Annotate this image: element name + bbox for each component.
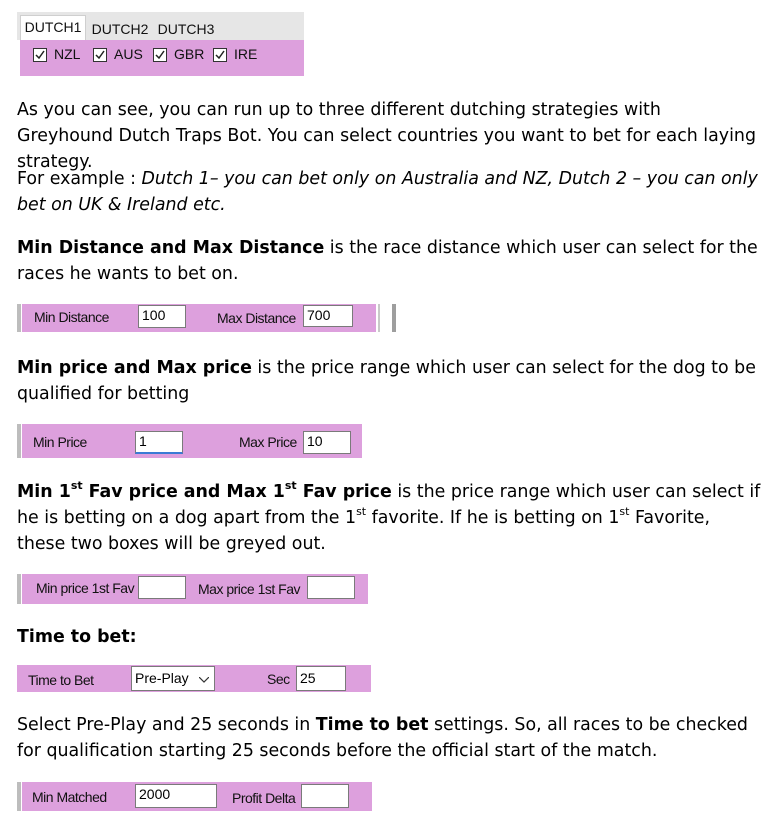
max-price-input[interactable]: 10 <box>303 431 351 454</box>
strategy-tabs <box>17 12 304 40</box>
tab-dutch2[interactable]: DUTCH2 <box>91 21 149 37</box>
checkbox-aus[interactable] <box>93 48 107 62</box>
example-prefix: For example : <box>17 169 142 189</box>
min-price-input[interactable]: 1 <box>135 431 183 454</box>
min-price-label: Min Price <box>33 434 87 450</box>
sec-label: Sec <box>267 671 290 687</box>
example-paragraph <box>17 166 762 218</box>
check-icon <box>95 50 105 60</box>
price-panel <box>22 424 362 458</box>
min-fav-price-input[interactable] <box>138 576 186 599</box>
min-matched-label: Min Matched <box>32 789 107 805</box>
fav-price-term <box>17 479 392 502</box>
max-fav-price-label: Max price 1st Fav <box>198 581 300 597</box>
checkbox-label-aus: AUS <box>114 46 143 62</box>
checkbox-ire[interactable] <box>213 48 227 62</box>
checkbox-label-gbr: GBR <box>174 46 205 62</box>
intro-paragraph: As you can see, you can run up to three different dutching strategies with Greyhound Dutch Traps Bot. You can select countries you want to bet for each laying strategy. <box>17 100 756 172</box>
panel-divider <box>392 304 396 332</box>
min-distance-input[interactable]: 100 <box>138 305 186 328</box>
checkbox-label-nzl: NZL <box>54 46 81 62</box>
panel-edge <box>17 782 21 811</box>
profit-delta-label: Profit Delta <box>232 790 296 806</box>
time-description-part: settings. So, all races to be checked for qualification starting 25 seconds before the official start of the match. <box>17 715 748 761</box>
panel-edge <box>17 304 21 332</box>
checkbox-label-ire: IRE <box>234 46 258 62</box>
fav-term-part: Fav price <box>296 482 392 502</box>
time-to-bet-panel <box>17 665 371 692</box>
max-price-label: Max Price <box>239 434 297 450</box>
min-fav-price-label: Min price 1st Fav <box>36 580 135 596</box>
ordinal-suffix: st <box>70 479 83 493</box>
fav-term-part: Fav price and Max 1 <box>82 482 285 502</box>
max-fav-price-input[interactable] <box>307 576 355 599</box>
distance-description: is the race distance which user can select for the races he wants to bet on. <box>17 238 758 284</box>
time-to-bet-select[interactable] <box>131 666 215 691</box>
check-icon <box>215 50 225 60</box>
time-to-bet-label: Time to Bet <box>28 672 94 688</box>
fav-description-part: Favorite, these two boxes will be greyed out. <box>17 508 711 554</box>
check-icon <box>155 50 165 60</box>
price-term: Min price and Max price <box>17 358 252 378</box>
country-filter-panel <box>20 40 304 76</box>
time-to-bet-paragraph <box>17 712 762 764</box>
min-matched-input[interactable]: 2000 <box>135 784 217 808</box>
max-distance-label: Max Distance <box>217 310 296 326</box>
checkbox-gbr[interactable] <box>153 48 167 62</box>
tab-dutch3[interactable]: DUTCH3 <box>157 21 215 37</box>
time-to-bet-heading-text: Time to bet: <box>17 627 137 647</box>
panel-edge <box>17 574 21 604</box>
min-matched-panel <box>22 782 372 811</box>
fav-term-part: Min 1 <box>17 482 71 502</box>
tab-dutch1[interactable]: DUTCH1 <box>20 15 86 40</box>
checkbox-nzl[interactable] <box>33 48 47 62</box>
min-distance-label: Min Distance <box>34 309 109 325</box>
example-text: Dutch 1– you can bet only on Australia and NZ, Dutch 2 – you can only bet on UK & Ireland etc. <box>17 169 758 215</box>
fav-price-paragraph <box>17 479 762 557</box>
chevron-down-icon <box>199 677 209 683</box>
panel-divider <box>378 304 380 332</box>
profit-delta-input[interactable] <box>301 784 349 808</box>
distance-panel <box>22 304 376 332</box>
ordinal-suffix: st <box>356 505 367 519</box>
price-description: is the price range which user can select for the dog to be qualified for betting <box>17 358 756 404</box>
sec-input[interactable]: 25 <box>296 666 346 691</box>
panel-edge <box>17 424 21 458</box>
price-paragraph <box>17 355 762 407</box>
time-to-bet-heading <box>17 624 762 650</box>
ordinal-suffix: st <box>284 479 297 493</box>
ordinal-suffix: st <box>619 505 630 519</box>
check-icon <box>35 50 45 60</box>
time-to-bet-select-value: Pre-Play <box>135 670 189 686</box>
max-distance-input[interactable]: 700 <box>303 305 353 327</box>
distance-paragraph <box>17 235 762 287</box>
time-to-bet-term: Time to bet <box>315 715 429 735</box>
fav-description-part: favorite. If he is betting on 1 <box>366 508 620 528</box>
time-description-part: Select Pre-Play and 25 seconds in <box>17 715 316 735</box>
distance-term: Min Distance and Max Distance <box>17 238 325 258</box>
fav-description-part: is the price range which user can select if he is betting on a dog apart from the 1 <box>17 482 761 528</box>
fav-price-panel <box>22 574 368 604</box>
